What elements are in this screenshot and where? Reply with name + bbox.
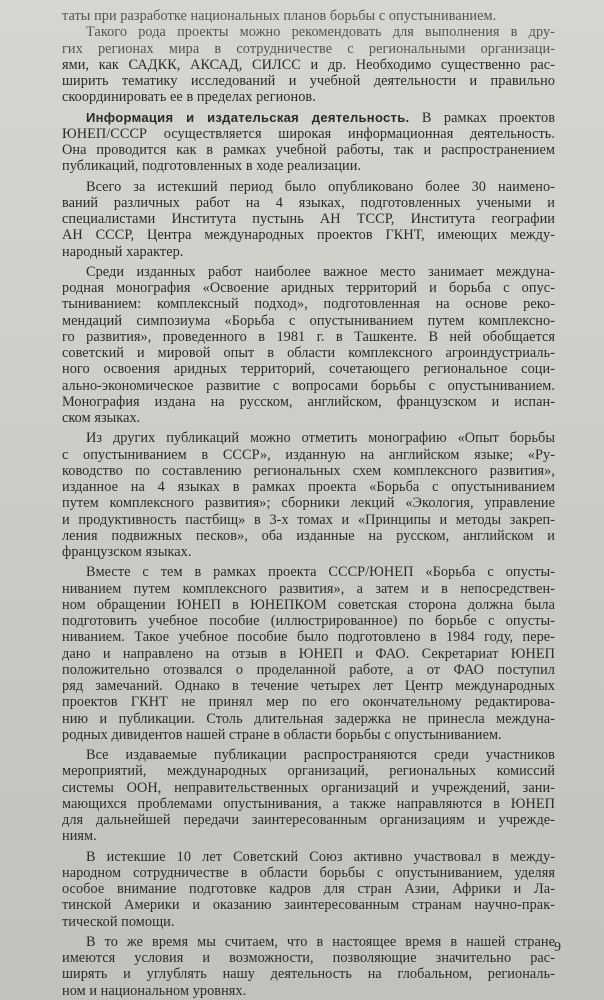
text-line: Такого рода проекты можно рекомендовать для выполнения в дру- [86, 24, 555, 41]
text-run: В рамках проектов [409, 109, 555, 126]
text-line: мающихся проблемами опустынивания, а также направляются в ЮНЕП [62, 795, 555, 812]
text-line: ширять и углублять нашу деятельность на глобальном, региональ- [62, 966, 555, 983]
section-heading: Информация и издательская деятельность. [86, 109, 410, 125]
text-line: АН СССР, Центра международных проектов ГКНТ, имеющих между- [62, 227, 555, 244]
text-line: имеются условия и возможности, позволяющие значительно рас- [62, 950, 555, 966]
text-line: таты при разработке национальных планов борьбы с опустыниванием. [62, 8, 497, 24]
text-line: Из других публикаций можно отметить монографию «Опыт борьбы [86, 430, 555, 447]
text-line: ширить тематику исследований и учебной деятельности и правильно [62, 73, 555, 89]
text-line: ями, как САДКК, АКСАД, СИЛСС и др. Необходимо существенно рас- [62, 56, 555, 73]
text-line: ниям. [62, 828, 97, 845]
text-line: нию и публикации. Столь длительная задержка не принесла междуна- [62, 710, 555, 727]
text-line: ководство по составлению региональных схем комплексного развития», [62, 462, 555, 479]
text-line: ном обращении ЮНЕП в ЮНЕПКОМ советская сторона должна была [62, 596, 555, 613]
text-line: тической помощи. [62, 913, 175, 930]
text-line: Вместе с тем в рамках проекта СССР/ЮНЕП «Борьба с опусты- [86, 564, 555, 581]
text-line: В то же время мы считаем, что в настоящее время в нашей стране [86, 933, 555, 950]
text-line: особое внимание подготовке кадров для стран Азии, Африки и Ла- [62, 881, 555, 897]
text-line: родных дивидентов нашей стране в области борьбы с опустыниванием. [62, 726, 502, 743]
text-line [62, 110, 555, 126]
text-line: французском языках. [62, 544, 192, 560]
text-line: ском языках. [62, 410, 141, 426]
text-line: ниванием путем комплексного развития», а затем и в непосредствен- [62, 580, 555, 597]
text-line: родная монография «Освоение аридных территорий и борьба с опус- [62, 280, 555, 296]
text-line: дано и направлено на отзыв в ЮНЕП и ФАО. Секретариат ЮНЕП [62, 645, 555, 662]
text-line: путем комплексного развития»; сборники лекций «Экология, управление [62, 495, 555, 512]
text-line: положительно отозвался о проделанной работе, а от ФАО поступил [62, 661, 555, 678]
text-line: тинской Америки и оказанию заинтересованным странам научно-прак- [62, 897, 555, 914]
text-line: В истекшие 10 лет Советский Союз активно участвовал в между- [86, 848, 555, 865]
text-line: ниванием. Такое учебное пособие было подготовлено в 1984 году, пере- [62, 629, 555, 646]
text-line: гих регионах мира в сотрудничестве с региональными организаци- [62, 40, 555, 57]
page-number: 9 [554, 940, 561, 955]
text-line: мероприятий, международных организаций, региональных комиссий [62, 763, 555, 780]
text-line: ного освоения аридных территорий, сочетающего региональное соци- [62, 361, 555, 378]
text-line: ально-экономическое развитие с вопросами борьбы с опустыниванием. [62, 377, 555, 394]
text-line: Всего за истекший период было опубликовано более 30 наимено- [86, 178, 555, 195]
text-line: скоординировать ее в пределах регионов. [62, 89, 316, 106]
text-line: Она проводится как в рамках учебной работы, так и распространением [62, 142, 555, 158]
text-line: системы ООН, неправительственных организаций и учреждений, зани- [62, 779, 555, 796]
text-line: советский и мировой опыт в области комплексного агроиндустриаль- [62, 345, 555, 361]
text-line: ном и национальном уровнях. [62, 982, 247, 999]
text-line: публикаций, подготовленных в ходе реализации. [62, 158, 362, 175]
text-line: изданное на 4 языках в рамках проекта «Борьба с опустыниванием [62, 479, 555, 495]
text-line: Монография издана на русском, английском, французском и испан- [62, 393, 555, 410]
text-line: ЮНЕП/СССР осуществляется широкая информационная деятельность. [62, 125, 555, 142]
document-body [62, 8, 555, 999]
text-line: подготовить учебное пособие (иллюстрированное) по борьбе с опусты- [62, 613, 555, 629]
text-line: народный характер. [62, 243, 184, 260]
text-line: го развития», проведенного в 1981 г. в Ташкенте. В ней обобщается [62, 328, 555, 345]
text-line: ряд замечаний. Однако в течение четырех лет Центр международных [62, 678, 555, 694]
text-line: Все издаваемые публикации распространяются среди участников [86, 747, 555, 763]
text-line: народном сотрудничестве в области борьбы с опустыниванием, уделяя [62, 864, 555, 881]
text-line: для дальнейшей передачи заинтересованным организациям и учрежде- [62, 812, 555, 828]
text-line: мендаций симпозиума «Борьба с опустыниванием путем комплексно- [62, 312, 555, 329]
text-line: тыниванием: комплексный подход», подготовленная на основе реко- [62, 296, 555, 313]
text-line: специалистами Института пустынь АН ТССР, Института географии [62, 211, 555, 227]
text-line: с опустыниванием в СССР», изданную на английском языке; «Ру- [62, 446, 555, 463]
text-line: ления подвижных песков», оба изданные на русском, английском и [62, 527, 555, 544]
text-line: проектов ГКНТ не принял мер по его окончательному редактирова- [62, 694, 555, 711]
text-line: и продуктивность пастбищ» в 3-х томах и «Принципы и методы закреп- [62, 511, 555, 528]
text-line: Среди изданных работ наиболее важное место занимает междуна- [86, 263, 555, 280]
text-line: ваний различных работ на 4 языках, подготовленных учеными и [62, 194, 555, 211]
